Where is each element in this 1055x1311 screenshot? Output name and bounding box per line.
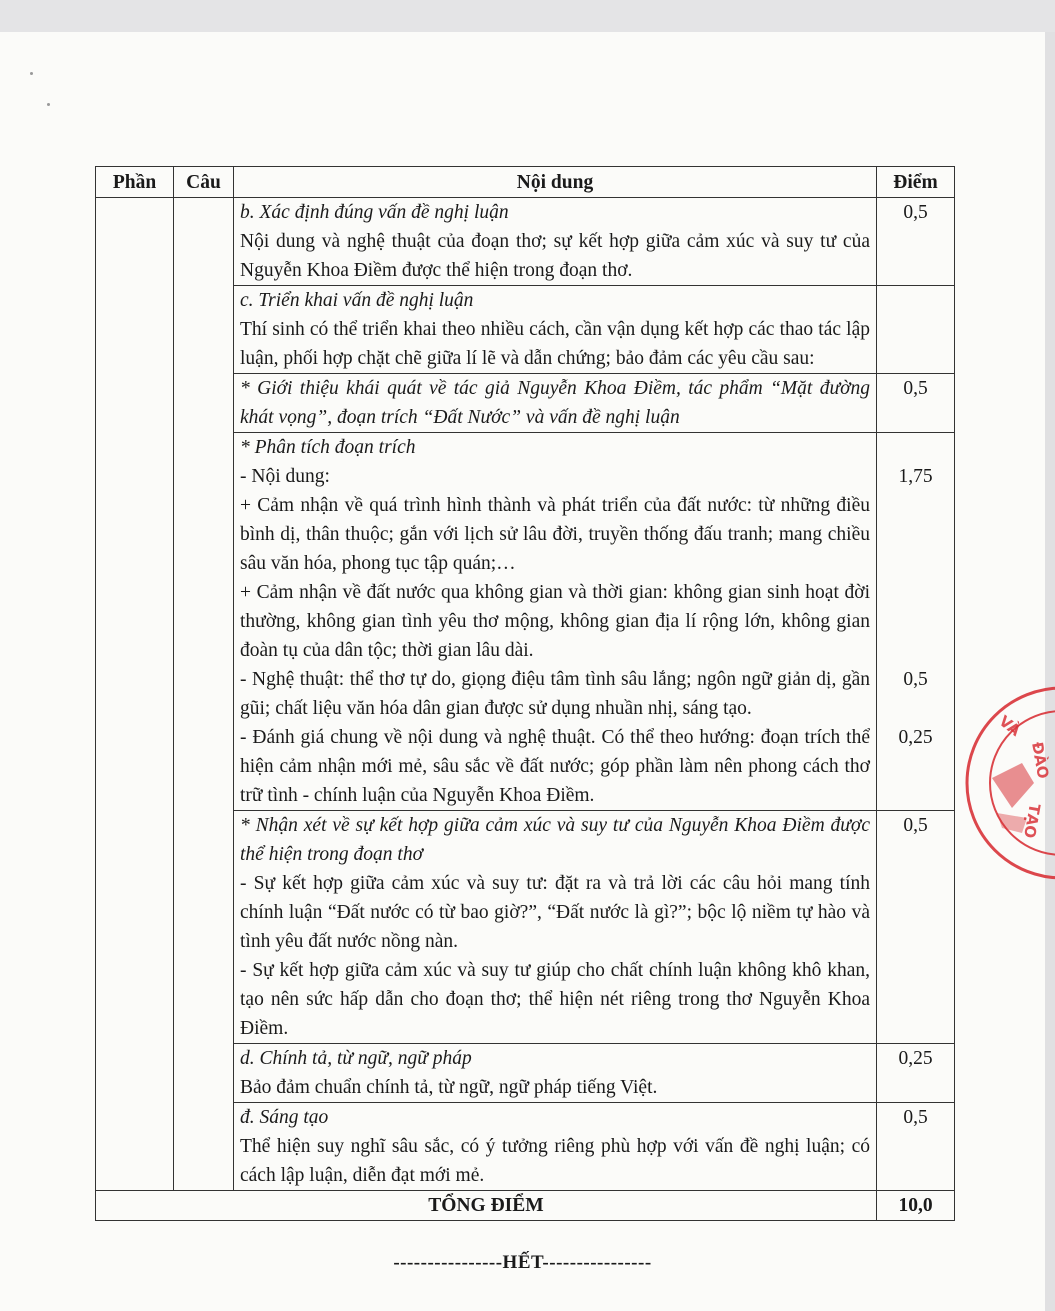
part-cell	[96, 198, 174, 1191]
score-cell	[877, 433, 955, 811]
total-score: 10,0	[877, 1191, 955, 1221]
score-value: 0,5	[903, 378, 928, 399]
content-cell	[234, 198, 877, 286]
content-paragraph: - Sự kết hợp giữa cảm xúc và suy tư giúp cho chất chính luận không khô khan, tạo nên sức hấp dẫn cho đoạn thơ; thể hiện nét riêng trong thơ Nguyễn Khoa Điềm.	[240, 960, 870, 1039]
table-row	[96, 198, 955, 286]
scan-speck	[30, 72, 33, 75]
content-cell	[234, 374, 877, 433]
question-cell	[174, 198, 234, 1191]
score-value: 0,5	[903, 1107, 928, 1128]
end-marker: ----------------HẾT----------------	[393, 1252, 652, 1273]
score-value: 0,5	[903, 815, 928, 836]
score-cell	[877, 198, 955, 286]
viewer-top-strip	[0, 0, 1055, 32]
total-label: TỔNG ĐIỂM	[96, 1191, 877, 1221]
score-cell	[877, 811, 955, 1044]
content-paragraph: Nội dung và nghệ thuật của đoạn thơ; sự kết hợp giữa cảm xúc và suy tư của Nguyễn Khoa Điềm được thể hiện trong đoạn thơ.	[240, 231, 870, 281]
score-value: 0,5	[903, 202, 928, 223]
section-heading: đ. Sáng tạo	[240, 1107, 329, 1128]
score-cell	[877, 1044, 955, 1103]
content-paragraph: Bảo đảm chuẩn chính tả, từ ngữ, ngữ pháp tiếng Việt.	[240, 1077, 658, 1098]
svg-text:ĐÀO: ĐÀO	[1028, 740, 1053, 781]
header-question: Câu	[174, 167, 234, 198]
header-part: Phần	[96, 167, 174, 198]
stamp-seal-icon	[952, 683, 1055, 888]
content-paragraph: - Nội dung:	[240, 466, 330, 487]
content-cell	[234, 811, 877, 1044]
total-row	[96, 1191, 955, 1221]
content-paragraph: Thể hiện suy nghĩ sâu sắc, có ý tưởng riêng phù hợp với vấn đề nghị luận; có cách lập luận, diễn đạt mới mẻ.	[240, 1136, 870, 1186]
section-heading: * Phân tích đoạn trích	[240, 437, 416, 458]
header-score: Điểm	[877, 167, 955, 198]
section-heading: b. Xác định đúng vấn đề nghị luận	[240, 202, 509, 223]
score-value: 0,5	[903, 669, 928, 690]
score-value: 0,25	[898, 1048, 933, 1069]
content-cell	[234, 1044, 877, 1103]
score-value: 1,75	[898, 466, 933, 487]
content-cell	[234, 433, 877, 811]
section-heading: * Giới thiệu khái quát về tác giả Nguyễn Khoa Điềm, tác phẩm “Mặt đường khát vọng”, đoạn trích “Đất Nước” và vấn đề nghị luận	[240, 378, 870, 428]
score-cell	[877, 374, 955, 433]
scan-speck	[47, 103, 50, 106]
content-paragraph: + Cảm nhận về đất nước qua không gian và thời gian: không gian sinh hoạt đời thường, không gian tình yêu thơ mộng, không gian địa lí rộng lớn, không gian đoàn tụ của dân tộc; thời gian lâu dài.	[240, 582, 870, 661]
score-cell	[877, 286, 955, 374]
content-paragraph: + Cảm nhận về quá trình hình thành và phát triển của đất nước: từ những điều bình dị, thân thuộc; gắn với lịch sử lâu đời, truyền thống đấu tranh; mang chiều sâu văn hóa, phong tục tập quán;…	[240, 495, 870, 574]
section-heading: c. Triển khai vấn đề nghị luận	[240, 290, 474, 311]
score-cell	[877, 1103, 955, 1191]
content-paragraph: - Đánh giá chung về nội dung và nghệ thuật. Có thể theo hướng: đoạn trích thể hiện cảm nhận mới mẻ, sâu sắc về đất nước; góp phần làm nên phong cách thơ trữ tình - chính luận của Nguyễn Khoa Điềm.	[240, 727, 870, 806]
content-cell	[234, 1103, 877, 1191]
scoring-table	[95, 166, 955, 1221]
content-paragraph: - Nghệ thuật: thể thơ tự do, giọng điệu tâm tình sâu lắng; ngôn ngữ giản dị, gần gũi; chất liệu văn hóa dân gian được sử dụng nhuần nhị, sáng tạo.	[240, 669, 870, 719]
content-paragraph: Thí sinh có thể triển khai theo nhiều cách, cần vận dụng kết hợp các thao tác lập luận, phối hợp chặt chẽ giữa lí lẽ và dẫn chứng; bảo đảm các yêu cầu sau:	[240, 319, 870, 369]
svg-text:VÀ: VÀ	[995, 711, 1025, 740]
official-stamp	[952, 683, 1055, 888]
section-heading: d. Chính tả, từ ngữ, ngữ pháp	[240, 1048, 472, 1069]
header-content: Nội dung	[234, 167, 877, 198]
section-heading: * Nhận xét về sự kết hợp giữa cảm xúc và suy tư của Nguyễn Khoa Điềm được thể hiện trong đoạn thơ	[240, 815, 870, 865]
content-paragraph: - Sự kết hợp giữa cảm xúc và suy tư: đặt ra và trả lời các câu hỏi mang tính chính luận “Đất nước có từ bao giờ?”, “Đất nước là gì?”; bộc lộ niềm tự hào và tình yêu đất nước nồng nàn.	[240, 873, 870, 952]
table-header-row	[96, 167, 955, 198]
content-cell	[234, 286, 877, 374]
svg-text:TẠO: TẠO	[1020, 802, 1044, 840]
score-value: 0,25	[898, 727, 933, 748]
page-edge	[1045, 32, 1055, 1311]
